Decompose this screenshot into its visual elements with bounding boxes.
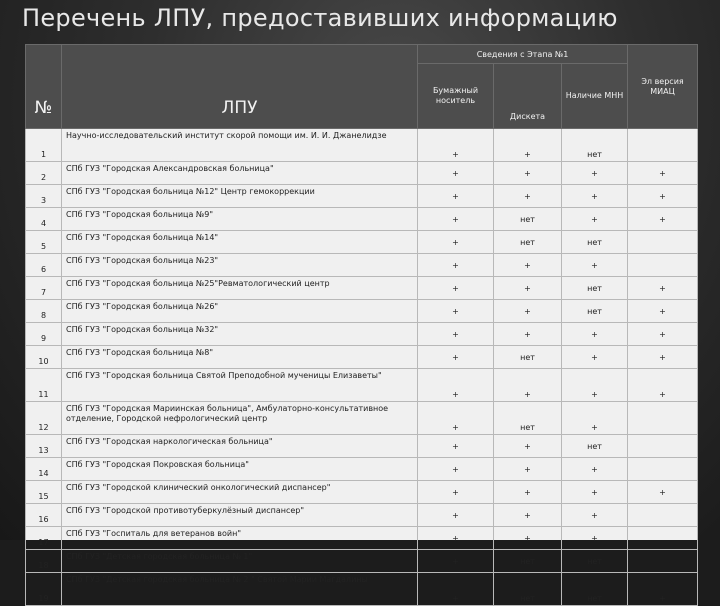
disk-status: + bbox=[494, 162, 562, 185]
row-number: 11 bbox=[26, 369, 62, 402]
column-group-stage: Сведения с Этапа №1 bbox=[418, 45, 628, 64]
paper-status: + bbox=[418, 504, 494, 527]
disk-status: + bbox=[494, 369, 562, 402]
table-row bbox=[26, 346, 698, 369]
paper-status: + bbox=[418, 527, 494, 550]
paper-status: + bbox=[418, 550, 494, 573]
lpu-name: СПб ГУЗ "Городская больница №25"Ревматологический центр bbox=[62, 277, 418, 300]
table-row bbox=[26, 481, 698, 504]
table-row bbox=[26, 435, 698, 458]
paper-status: + bbox=[418, 323, 494, 346]
disk-status: нет bbox=[494, 346, 562, 369]
row-number: 10 bbox=[26, 346, 62, 369]
row-number: 17 bbox=[26, 527, 62, 550]
paper-status: + bbox=[418, 185, 494, 208]
mnn-status: нет bbox=[562, 300, 628, 323]
row-number: 3 bbox=[26, 185, 62, 208]
lpu-name: СПб ГУЗ "Городской противотуберкулёзный диспансер" bbox=[62, 504, 418, 527]
lpu-name: СПб ГУЗ "Городская больница №12" Центр гемокоррекции bbox=[62, 185, 418, 208]
paper-status: + bbox=[418, 481, 494, 504]
miac-status bbox=[628, 231, 698, 254]
column-header-mnn: Наличие МНН bbox=[562, 64, 628, 129]
row-number: 14 bbox=[26, 458, 62, 481]
paper-status: + bbox=[418, 346, 494, 369]
miac-status bbox=[628, 435, 698, 458]
mnn-status: нет bbox=[562, 129, 628, 162]
miac-status: + bbox=[628, 346, 698, 369]
paper-status: + bbox=[418, 129, 494, 162]
row-number: 12 bbox=[26, 402, 62, 435]
miac-status: + bbox=[628, 162, 698, 185]
disk-status: + bbox=[494, 458, 562, 481]
miac-status: + bbox=[628, 185, 698, 208]
table-row bbox=[26, 550, 698, 573]
lpu-name: СПб ГУЗ "Городская больница №32" bbox=[62, 323, 418, 346]
mnn-status: + bbox=[562, 481, 628, 504]
disk-status: + bbox=[494, 527, 562, 550]
paper-status: + bbox=[418, 369, 494, 402]
miac-status: + bbox=[628, 300, 698, 323]
table-container bbox=[25, 44, 697, 603]
row-number: 16 bbox=[26, 504, 62, 527]
miac-status: + bbox=[628, 573, 698, 606]
paper-status: + bbox=[418, 162, 494, 185]
disk-status: + bbox=[494, 277, 562, 300]
disk-status: нет bbox=[494, 208, 562, 231]
column-header-miac: Эл версия МИАЦ bbox=[628, 45, 698, 129]
row-number: 1 bbox=[26, 129, 62, 162]
mnn-status: нет bbox=[562, 435, 628, 458]
paper-status: + bbox=[418, 458, 494, 481]
paper-status: + bbox=[418, 277, 494, 300]
paper-status: + bbox=[418, 435, 494, 458]
miac-status bbox=[628, 129, 698, 162]
miac-status bbox=[628, 504, 698, 527]
lpu-name: СПб ГУЗ "Городская Покровская больница" bbox=[62, 458, 418, 481]
column-header-paper: Бумажный носитель bbox=[418, 64, 494, 129]
mnn-status: + bbox=[562, 402, 628, 435]
lpu-name: СПб ГУЗ "Городская Мариинская больница", Амбулаторно-консультативное отделение, Городской нефрологический центр bbox=[62, 402, 418, 435]
table-row bbox=[26, 527, 698, 550]
column-header-disk: Дискета bbox=[494, 64, 562, 129]
lpu-table bbox=[25, 44, 698, 606]
lpu-name: Научно-исследовательский институт скорой помощи им. И. И. Джанелидзе bbox=[62, 129, 418, 162]
lpu-name: СПб ГУЗ "Городская больница №23" bbox=[62, 254, 418, 277]
row-number: 8 bbox=[26, 300, 62, 323]
table-row bbox=[26, 185, 698, 208]
row-number: 13 bbox=[26, 435, 62, 458]
disk-status: + bbox=[494, 481, 562, 504]
lpu-name: СПб ГУЗ "Городской клинический онкологический диспансер" bbox=[62, 481, 418, 504]
disk-status: нет bbox=[494, 402, 562, 435]
miac-status: + bbox=[628, 369, 698, 402]
miac-status bbox=[628, 527, 698, 550]
lpu-name: СПб ГУЗ "Городская больница Святой Преподобной мученицы Елизаветы" bbox=[62, 369, 418, 402]
mnn-status: + bbox=[562, 208, 628, 231]
miac-status bbox=[628, 550, 698, 573]
mnn-status: + bbox=[562, 527, 628, 550]
miac-status: + bbox=[628, 323, 698, 346]
paper-status: + bbox=[418, 231, 494, 254]
lpu-name: СПб ГУЗ "Городская больница №14" bbox=[62, 231, 418, 254]
mnn-status: + bbox=[562, 254, 628, 277]
mnn-status: + bbox=[562, 458, 628, 481]
disk-status: + bbox=[494, 323, 562, 346]
lpu-name: СПб ГУЗ "Городская наркологическая больница" bbox=[62, 435, 418, 458]
column-header-number: № bbox=[26, 45, 62, 129]
lpu-name: СПб ГУЗ "Городская больница №9" bbox=[62, 208, 418, 231]
row-number: 18 bbox=[26, 550, 62, 573]
lpu-name: СПб ГУЗ "Городская Александровская больница" bbox=[62, 162, 418, 185]
lpu-name: СПб ГУЗ "Детская городская больница № 2 " Святой Марии Магдалины bbox=[62, 573, 418, 606]
disk-status: + bbox=[494, 435, 562, 458]
table-row bbox=[26, 300, 698, 323]
miac-status bbox=[628, 402, 698, 435]
lpu-name: СПб ГУЗ "Городская больница №8" bbox=[62, 346, 418, 369]
mnn-status: + bbox=[562, 162, 628, 185]
disk-status: нет bbox=[494, 573, 562, 606]
disk-status: нет bbox=[494, 550, 562, 573]
table-row bbox=[26, 277, 698, 300]
row-number: 4 bbox=[26, 208, 62, 231]
table-row bbox=[26, 573, 698, 606]
disk-status: + bbox=[494, 129, 562, 162]
table-row bbox=[26, 129, 698, 162]
mnn-status: + bbox=[562, 346, 628, 369]
paper-status: + bbox=[418, 208, 494, 231]
lpu-name: СПб ГУЗ "Госпиталь для ветеранов войн" bbox=[62, 527, 418, 550]
lpu-name: СПб ГУЗ "Детская городская больница № 1" bbox=[62, 550, 418, 573]
disk-status: + bbox=[494, 185, 562, 208]
disk-status: + bbox=[494, 254, 562, 277]
mnn-status: + bbox=[562, 504, 628, 527]
paper-status: + bbox=[418, 254, 494, 277]
mnn-status: нет bbox=[562, 550, 628, 573]
row-number: 19 bbox=[26, 573, 62, 606]
table-row bbox=[26, 402, 698, 435]
row-number: 5 bbox=[26, 231, 62, 254]
mnn-status: нет bbox=[562, 573, 628, 606]
table-row bbox=[26, 504, 698, 527]
table-row bbox=[26, 254, 698, 277]
lpu-name: СПб ГУЗ "Городская больница №26" bbox=[62, 300, 418, 323]
mnn-status: + bbox=[562, 369, 628, 402]
miac-status bbox=[628, 254, 698, 277]
table-body bbox=[26, 129, 698, 606]
row-number: 2 bbox=[26, 162, 62, 185]
miac-status: + bbox=[628, 481, 698, 504]
mnn-status: нет bbox=[562, 231, 628, 254]
mnn-status: нет bbox=[562, 277, 628, 300]
paper-status: + bbox=[418, 573, 494, 606]
table-row bbox=[26, 208, 698, 231]
table-row bbox=[26, 231, 698, 254]
row-number: 9 bbox=[26, 323, 62, 346]
table-row bbox=[26, 458, 698, 481]
mnn-status: + bbox=[562, 185, 628, 208]
miac-status bbox=[628, 458, 698, 481]
table-row bbox=[26, 323, 698, 346]
mnn-status: + bbox=[562, 323, 628, 346]
column-header-lpu: ЛПУ bbox=[62, 45, 418, 129]
miac-status: + bbox=[628, 277, 698, 300]
disk-status: + bbox=[494, 300, 562, 323]
paper-status: + bbox=[418, 402, 494, 435]
row-number: 6 bbox=[26, 254, 62, 277]
page-title: Перечень ЛПУ, предоставивших информацию bbox=[22, 4, 618, 32]
disk-status: нет bbox=[494, 231, 562, 254]
table-row bbox=[26, 162, 698, 185]
paper-status: + bbox=[418, 300, 494, 323]
disk-status: + bbox=[494, 504, 562, 527]
row-number: 7 bbox=[26, 277, 62, 300]
miac-status: + bbox=[628, 208, 698, 231]
row-number: 15 bbox=[26, 481, 62, 504]
table-row bbox=[26, 369, 698, 402]
